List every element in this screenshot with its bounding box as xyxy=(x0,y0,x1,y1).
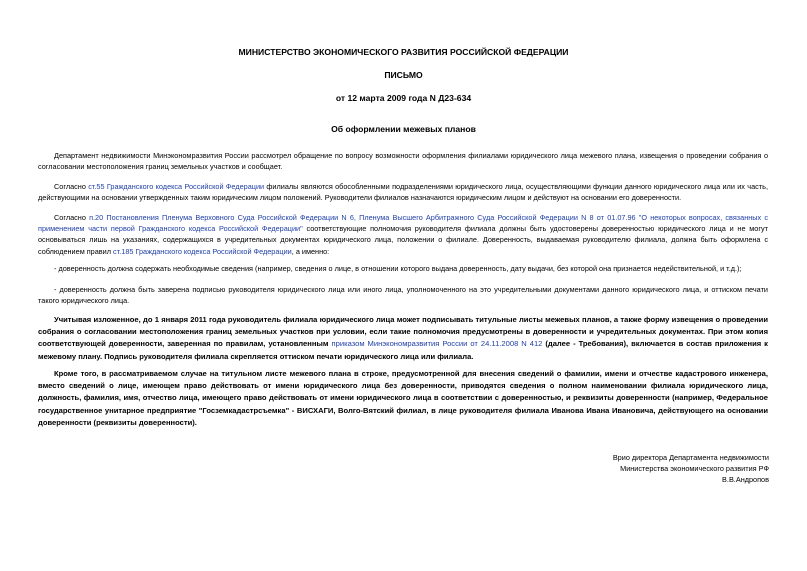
paragraph-6 xyxy=(38,314,768,363)
paragraph-3-text-a: Согласно xyxy=(54,213,90,222)
paragraph-5: - доверенность должна быть заверена подписью руководителя юридического лица или иного лица, уполномоченного на это учредительными документами данного юридического лица, и оттиском печати такого юридического лица. xyxy=(38,285,768,306)
date-number-heading: от 12 марта 2009 года N Д23-634 xyxy=(335,93,472,103)
paragraph-2-text-b: филиалы являются обособленными подразделениями юридического лица, осуществляющими функции данного юридического лица или их часть, действующими на основании утвержденных таким юридическим лицом положений. Руководители филиалов назначаются юридическим лицом и действуют на основании его доверенности. xyxy=(38,182,768,203)
link-gk-art-185[interactable]: ст.185 Гражданского кодекса Российской Федерации xyxy=(113,246,292,256)
link-order-412[interactable]: приказом Минэкономразвития России от 24.11.2008 N 412 xyxy=(331,339,543,349)
signature-line-1: Врио директора Департамента недвижимости xyxy=(612,453,769,462)
signature-line-2: Министерства экономического развития РФ xyxy=(620,464,769,474)
doc-type-heading: ПИСЬМО xyxy=(384,70,423,80)
paragraph-2-text-a: Согласно xyxy=(54,182,89,191)
signature-block xyxy=(469,452,769,486)
paragraph-3-text-b: соответствующие полномочия руководителя филиала должны быть удостоверены доверенностью юридического лица и не могут основываться лишь на указаниях, содержащихся в учредительных документах юридического лица, положении о филиале. Доверенность, выдаваемая руководителю филиала, должна быть оформлена с соблюдением правил xyxy=(38,224,768,256)
subject-heading: Об оформлении межевых планов xyxy=(331,124,476,134)
paragraph-6-text-b: (далее - Требования), включается в состав приложения к межевому плану. Подпись руководителя филиала скрепляется оттиском печати юридического лица или филиала. xyxy=(38,339,768,361)
paragraph-3 xyxy=(38,212,768,257)
paragraph-1: Департамент недвижимости Минэкономразвития России рассмотрел обращение по вопросу возможности оформления филиалами юридического лица межевого плана, извещения о проведении собрания о согласовании местоположения границ земельных участков и сообщает. xyxy=(38,151,768,172)
paragraph-6-text-a: Учитывая изложенное, до 1 января 2011 года руководитель филиала юридического лица может подписывать титульные листы межевых планов, а также форму извещения о проведении собрания о согласовании местоположения границ земельных участков при условии, если такие полномочия предусмотрены в доверенности и учредительных документах. При этом копия соответствующей доверенности, заверенная по правилам, установленным xyxy=(38,315,768,349)
paragraph-4: - доверенность должна содержать необходимые сведения (например, сведения о лице, в отношении которого выдана доверенность, дату выдачи, без которой она признается недействительной, и т.д.); xyxy=(54,264,742,273)
ministry-heading: МИНИСТЕРСТВО ЭКОНОМИЧЕСКОГО РАЗВИТИЯ РОССИЙСКОЙ ФЕДЕРАЦИИ xyxy=(238,47,569,57)
signature-name: В.В.Андропов xyxy=(722,475,769,485)
link-gk-art-55[interactable]: ст.55 Гражданского кодекса Российской Федерации xyxy=(88,182,265,191)
paragraph-2 xyxy=(38,181,768,203)
paragraph-7: Кроме того, в рассматриваемом случае на титульном листе межевого плана в строке, предусмотренной для внесения сведений о фамилии, имени и отчестве кадастрового инженера, вместо сведений о лице, имеющем право действовать от имени юридического лица без доверенности, приводятся сведения о полном наименовании филиала юридического лица, должность, фамилия, имя, отчество лица, имеющего право действовать от имени юридического лица в соответствии с доверенностью, и реквизиты доверенности (например, Федеральное государственное унитарное предприятие "Госземкадастрсъемка" - ВИСХАГИ, Волго-Вятский филиал, в лице руководителя филиала Иванова Ивана Ивановича, действующего на основании доверенности (реквизиты доверенности). xyxy=(38,369,768,427)
link-plenum-resolution[interactable]: п.20 Постановления Пленума Верховного Суда Российской Федерации N 6, Пленума Высшего Арбитражного Суда Российской Федерации N 8 от 01.07.96 "О некоторых вопросах, связанных с применением части первой Гражданского кодекса Российской Федерации" xyxy=(38,213,768,234)
paragraph-3-text-c: , а именно: xyxy=(291,246,330,256)
